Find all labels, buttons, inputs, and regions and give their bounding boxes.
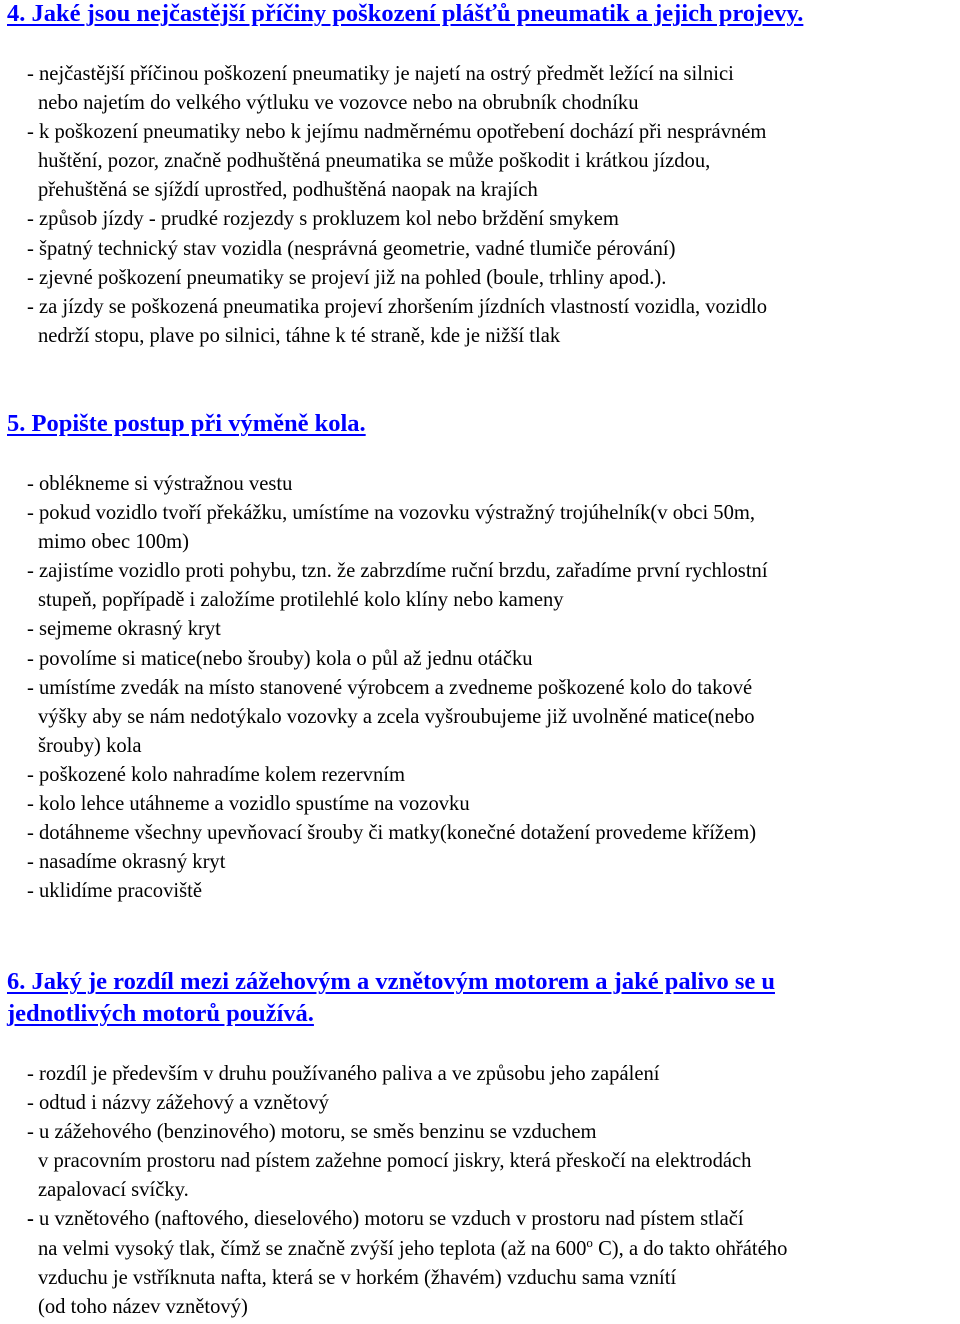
list-item: - pokud vozidlo tvoří překážku, umístíme na vozovku výstražný trojúhelník(v obci 50m,	[27, 502, 756, 525]
list-item-text: na velmi vysoký tlak, čímž se značně zvýší jeho teplota (až na 600	[38, 1237, 587, 1260]
list-item: - kolo lehce utáhneme a vozidlo spustíme na vozovku	[27, 793, 470, 816]
section-5-list	[27, 470, 768, 906]
list-item-continuation: vzduchu je vstříknuta nafta, která se v horkém (žhavém) vzduchu sama vznítí	[38, 1266, 677, 1289]
list-item-continuation: nebo najetím do velkého výtluku ve vozovce nebo na obrubník chodníku	[38, 92, 639, 115]
section-6-heading-line-1: 6. Jaký je rozdíl mezi zážehovým a vznětovým motorem a jaké palivo se u	[7, 968, 775, 995]
list-item-continuation	[27, 1235, 787, 1264]
section-6-heading-line-2: jednotlivých motorů používá.	[7, 1000, 314, 1027]
list-item	[27, 1205, 787, 1234]
list-item-continuation: výšky aby se nám nedotýkalo vozovky a zcela vyšroubujeme již uvolněné matice(nebo	[38, 705, 755, 728]
list-item-continuation: nedrží stopu, plave po silnici, táhne k té straně, kde je nižší tlak	[38, 324, 561, 347]
list-item: - uklidíme pracoviště	[27, 880, 202, 903]
bold-dash: -	[27, 1208, 34, 1231]
list-item: - nejčastější příčinou poškození pneumatiky je najetí na ostrý předmět ležící na silnici	[27, 63, 734, 85]
list-item: - nasadíme okrasný kryt	[27, 851, 226, 874]
list-item-text: u vznětového (naftového, dieselového) motoru se vzduch v prostoru nad pístem stlačí	[33, 1208, 744, 1231]
list-item-continuation: huštění, pozor, značně podhuštěná pneumatika se může poškodit i krátkou jízdou,	[38, 150, 711, 173]
list-item: - umístíme zvedák na místo stanovené výrobcem a zvedneme poškozené kolo do takové	[27, 676, 753, 699]
list-item: - způsob jízdy - prudké rozjezdy s prokluzem kol nebo brždění smykem	[27, 208, 619, 231]
list-item: - rozdíl je především v druhu používaného paliva a ve způsobu jeho zapálení	[27, 1063, 660, 1085]
section-6-list	[27, 1060, 787, 1322]
section-4-heading	[7, 0, 803, 30]
list-item: - povolíme si matice(nebo šrouby) kola o půl až jednu otáčku	[27, 647, 533, 670]
list-item-text: C), a do takto ohřátého	[592, 1237, 788, 1260]
list-item: - k poškození pneumatiky nebo k jejímu nadměrnému opotřebení dochází při nesprávném	[27, 121, 767, 144]
section-5-heading-text: 5. Popište postup při výměně kola.	[7, 410, 366, 437]
list-item-continuation: šrouby) kola	[38, 734, 142, 757]
list-item: - poškozené kolo nahradíme kolem rezervním	[27, 763, 405, 786]
section-6-heading	[7, 966, 775, 1030]
section-5-heading	[7, 408, 366, 440]
list-item-continuation: v pracovním prostoru nad pístem zažehne pomocí jiskry, která přeskočí na elektrodách	[38, 1150, 752, 1173]
list-item: - dotáhneme všechny upevňovací šrouby či matky(konečné dotažení provedeme křížem)	[27, 822, 757, 845]
list-item: - odtud i názvy zážehový a vznětový	[27, 1092, 329, 1115]
list-item: - oblékneme si výstražnou vestu	[27, 473, 293, 495]
list-item: - za jízdy se poškozená pneumatika projeví zhoršením jízdních vlastností vozidla, vozidlo	[27, 295, 768, 318]
list-item-continuation: stupeň, popřípadě i založíme protilehlé kolo klíny nebo kameny	[38, 589, 564, 612]
degree-superscript: o	[586, 1234, 593, 1250]
list-item-continuation: mimo obec 100m)	[38, 531, 189, 554]
list-item-continuation: zapalovací svíčky.	[38, 1179, 189, 1202]
list-item: - u zážehového (benzinového) motoru, se směs benzinu se vzduchem	[27, 1121, 597, 1144]
list-item: - zjevné poškození pneumatiky se projeví již na pohled (boule, trhliny apod.).	[27, 266, 667, 289]
list-item-continuation: přehuštěná se sjíždí uprostřed, podhuštěná naopak na krajích	[38, 179, 538, 202]
section-4-heading-text: 4. Jaké jsou nejčastější příčiny poškození plášťů pneumatik a jejich projevy.	[7, 0, 804, 27]
section-4-list	[27, 60, 767, 351]
list-item-continuation: (od toho název vznětový)	[38, 1295, 248, 1318]
list-item: - zajistíme vozidlo proti pohybu, tzn. že zabrzdíme ruční brzdu, zařadíme první rychlostní	[27, 560, 768, 583]
list-item: - sejmeme okrasný kryt	[27, 618, 221, 641]
list-item: - špatný technický stav vozidla (nesprávná geometrie, vadné tlumiče pérování)	[27, 237, 676, 260]
